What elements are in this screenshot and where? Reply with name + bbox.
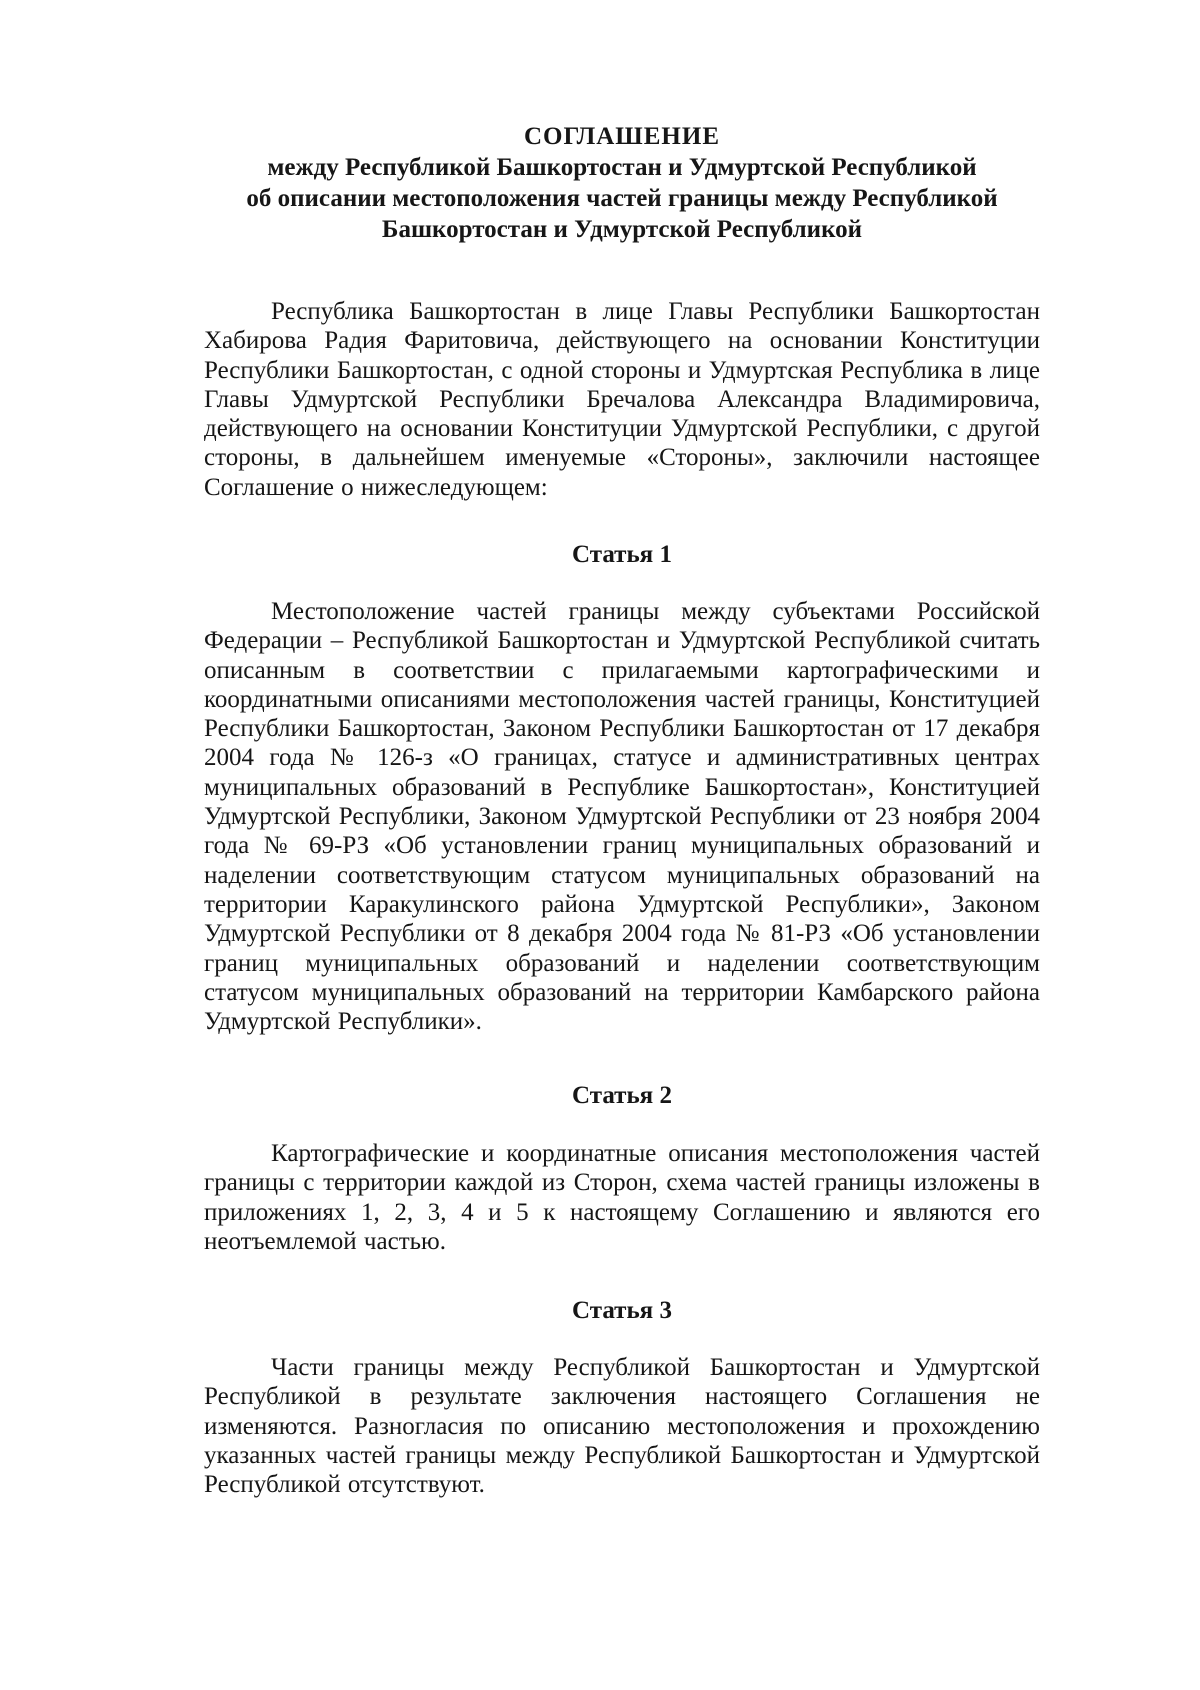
article-1-heading: Статья 1 — [572, 541, 672, 568]
preamble-paragraph: Республика Башкортостан в лице Главы Республики Башкортостан Хабирова Радия Фаритовича, действующего на основании Конституции Республики Башкортостан, с одной стороны и Удмуртская Республика в лице Главы Удмуртской Республики Бречалова Александра Владимировича, действующего на основании Конституции Удмуртской Республики, с другой стороны, в дальнейшем именуемые «Стороны», заключили настоящее Соглашение о нижеследующем: — [204, 298, 1040, 501]
article-2-heading: Статья 2 — [572, 1082, 672, 1109]
article-3-heading: Статья 3 — [572, 1297, 672, 1324]
document-title — [200, 121, 1044, 245]
title-line-agreement: СОГЛАШЕНИЕ — [523, 123, 720, 150]
title-line-subject-end: Башкортостан и Удмуртской Республикой — [381, 216, 863, 243]
article-3-text: Части границы между Республикой Башкортостан и Удмуртской Республикой в результате заключения настоящего Соглашения не изменяются. Разногласия по описанию местоположения и прохождению указанных частей границы между Республикой Башкортостан и Удмуртской Республикой отсутствуют. — [204, 1354, 1040, 1499]
article-2-text: Картографические и координатные описания местоположения частей границы с территории каждой из Сторон, схема частей границы изложены в приложениях 1, 2, 3, 4 и 5 к настоящему Соглашению и являются его неотъемлемой частью. — [204, 1140, 1040, 1255]
title-line-parties: между Республикой Башкортостан и Удмуртской Республикой — [267, 154, 977, 181]
article-1-text: Местоположение частей границы между субъектами Российской Федерации – Республикой Башкортостан и Удмуртской Республикой считать описанным в соответствии с прилагаемыми картографическими и координатными описаниями местоположения частей границы, Конституцией Республики Башкортостан, Законом Республики Башкортостан от 17 декабря 2004 года № 126-з «О границах, статусе и административных центрах муниципальных образований в Республике Башкортостан», Конституцией Удмуртской Республики, Законом Удмуртской Республики от 23 ноября 2004 года № 69-РЗ «Об установлении границ муниципальных образований и наделении соответствующим статусом муниципальных образований на территории Каракулинского района Удмуртской Республики», Законом Удмуртской Республики от 8 декабря 2004 года № 81-РЗ «Об установлении границ муниципальных образований и наделении соответствующим статусом муниципальных образований на территории Камбарского района Удмуртской Республики». — [204, 598, 1040, 1036]
title-line-subject: об описании местоположения частей границы между Республикой — [246, 185, 998, 212]
